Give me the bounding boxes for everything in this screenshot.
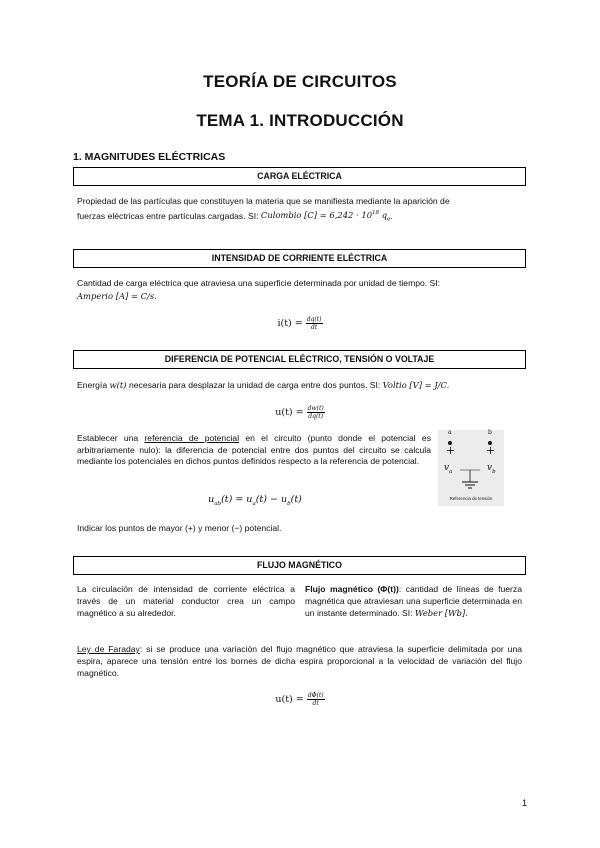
fig-vb-sub: b (492, 468, 496, 475)
fig-va-sub: a (449, 468, 453, 475)
flujo-right-body: : cantidad de líneas de fuerza magnética que atraviesan una superficie determinada en un instante determinado. SI: (305, 584, 522, 618)
faraday-eq-lhs: u(t) = (275, 694, 304, 705)
voltaje-ref-post: en el circuito (punto donde el potencial es arbitrariamente nulo): la diferencia de potencial entre dos puntos del circuito se calcula mediante los potenciales en dichos puntos definidos respecto a la referencia de potencial. (77, 433, 431, 467)
page-number: 1 (521, 798, 527, 808)
intensidad-heading-box: INTENSIDAD DE CORRIENTE ELÉCTRICA (73, 249, 526, 268)
fig-label-a: a (448, 429, 452, 436)
eq2-mid: (t) − u (255, 494, 288, 505)
flujo-magnetico-term: Flujo magnético (Φ(t)) (305, 584, 399, 594)
flujo-unit: Weber [Wb]. (414, 607, 468, 618)
section-heading: 1. MAGNITUDES ELÉCTRICAS (73, 151, 226, 163)
intensidad-eq-den: dt (311, 324, 318, 331)
faraday-equation (0, 692, 600, 707)
flujo-right-text (305, 584, 522, 619)
fig-vb-v: v (487, 463, 493, 473)
carga-unit (260, 210, 391, 224)
fig-label-b: b (488, 429, 492, 436)
intensidad-eq-num: dq(t) (306, 316, 322, 323)
fig-caption: Referencia de tensión (449, 496, 493, 501)
document-title: TEORÍA DE CIRCUITOS (203, 72, 397, 91)
intensidad-text (77, 277, 522, 302)
eq2-sub-b: b (287, 500, 291, 507)
voltaje-heading-box: DIFERENCIA DE POTENCIAL ELÉCTRICO, TENSIÓN O VOLTAJE (73, 350, 526, 369)
carga-exp: 18 (372, 210, 380, 217)
faraday-eq-num: dΦ(t) (307, 692, 324, 699)
eq2-sub-a: a (252, 500, 256, 507)
faraday-eq-den: dt (312, 700, 319, 707)
document-subtitle: TEMA 1. INTRODUCCIÓN (196, 111, 404, 130)
carga-unit-text: Culombio [C] = 6,242 · 10 (260, 210, 373, 221)
intensidad-equation (0, 316, 600, 331)
fig-va (444, 463, 452, 475)
voltaje-equation (0, 405, 600, 420)
intensidad-text-line1: Cantidad de carga eléctrica que atraviesa una superficie determinada por unidad de tiempo. SI: (77, 278, 441, 288)
voltaje-eq-num: dw(t) (307, 405, 324, 412)
voltaje-indicate: Indicar los puntos de mayor (+) y menor (−) potencial. (77, 523, 282, 533)
voltaje-eq-den: dq(t) (308, 413, 324, 420)
faraday-body: : si se produce una variación del flujo magnético que atraviesa la superficie delimitada por una espira, aparece una tensión entre los bornes de dicha espira proporcional a la velocidad de variación del flujo magnético. (77, 644, 522, 678)
voltaje-equation-2 (0, 494, 510, 507)
carga-text: Propiedad de las partículas que constituyen la materia que se manifiesta mediante la aparición de fuerzas eléctricas entre partículas cargadas. SI: Culombio $[C] = 6,242 \cdot 10^{18}$ $q_e$. (77, 196, 450, 224)
voltaje-text-mid: necesaria para desplazar la unidad de carga entre dos puntos. SI: (126, 380, 383, 390)
eq2-rest: (t) = u (221, 494, 253, 505)
carga-qe: q (381, 210, 388, 221)
faraday-eq-fraction (307, 692, 325, 707)
eq2-u: u (208, 494, 215, 505)
voltaje-eq-lhs: u(t) = (275, 407, 304, 418)
voltaje-eq-fraction (307, 405, 325, 420)
eq2-sub-ab: ab (214, 500, 222, 507)
ley-faraday-link: Ley de Faraday (77, 644, 140, 654)
fig-plus-a: + (446, 444, 456, 457)
eq2-end: (t) (290, 494, 302, 505)
voltaje-text-pre: Energía (77, 380, 110, 390)
intensidad-eq-lhs: i(t) = (277, 318, 303, 329)
flujo-left-text: La circulación de intensidad de corriente eléctrica a través de un material conductor crea un campo magnético a su alrededor. (77, 584, 295, 618)
fig-plus-b: + (486, 444, 496, 457)
referencia-potencial-link: referencia de potencial (144, 433, 240, 443)
faraday-text (77, 644, 522, 679)
voltaje-text (77, 379, 522, 392)
voltaje-text-w: w(t) (109, 380, 127, 390)
voltaje-referencia-text (77, 433, 431, 468)
intensidad-unit: Amperio [A] = C/s. (77, 290, 157, 301)
voltaje-unit: Voltio [V] = J/C. (382, 380, 450, 390)
flujo-heading-box: FLUJO MAGNÉTICO (73, 556, 526, 575)
carga-text-line1: Propiedad de las partículas que constituyen la materia que se manifiesta mediante la aparición de (77, 196, 450, 206)
carga-qe-sub: e (387, 217, 391, 224)
potential-reference-figure (438, 430, 504, 506)
carga-text-line2: fuerzas eléctricas entre partículas cargadas. SI: (77, 210, 261, 221)
fig-vb (487, 463, 496, 475)
intensidad-eq-fraction (306, 316, 323, 331)
voltaje-ref-pre: Establecer una (77, 433, 145, 443)
fig-va-v: v (444, 463, 450, 473)
carga-heading-box: CARGA ELÉCTRICA (73, 167, 526, 186)
